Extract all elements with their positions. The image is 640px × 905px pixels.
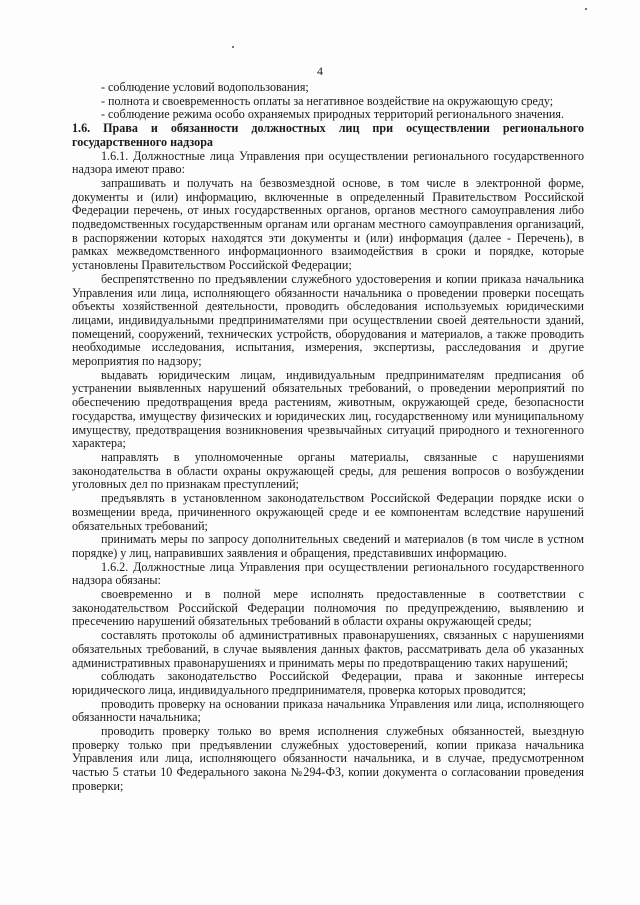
list-item: направлять в уполномоченные органы материалы, связанные с нарушениями законодательства в области охраны окружающей среды, для решения вопросов о возбуждении уголовных дел по признакам преступлений; xyxy=(72,449,584,492)
scan-speck xyxy=(585,8,587,10)
list-item: своевременно и в полной мере исполнять предоставленные в соответствии с законодательством Российской Федерации полномочия по предупреждению, выявлению и пресечению нарушений обязательных требований в области охраны окружающей среды; xyxy=(72,587,584,629)
section-1-6-2-intro: 1.6.2. Должностные лица Управления при осуществлении регионального государственного надзора обязаны: xyxy=(72,559,584,588)
list-item: запрашивать и получать на безвозмездной основе, в том числе в электронной форме, документы и (или) информацию, включенные в определенный Правительством Российской Федерации перечень, от иных государственных органов, органов местного самоуправления либо подведомственных государственным органам или органам местного самоуправления организаций, в распоряжении которых находятся эти документы и (или) информация (далее - Перечень), в рамках межведомственного информационного взаимодействия в сроки и порядке, которые установлены Правительством Российской Федерации; xyxy=(72,175,584,273)
document-body xyxy=(72,80,584,794)
list-item: - полнота и своевременность оплаты за негативное воздействие на окружающую среду; xyxy=(101,93,554,108)
scan-speck xyxy=(232,46,234,48)
list-item: проводить проверку только во время исполнения служебных обязанностей, выездную проверку только при предъявлении служебных удостоверений, копии приказа начальника Управления или лица, исполняющего обязанности начальника, и в случае, предусмотренном частью 5 статьи 10 Федерального закона №294-ФЗ, копии документа о согласовании проведения проверки; xyxy=(72,724,584,793)
list-item: соблюдать законодательство Российской Федерации, права и законные интересы юридического лица, индивидуального предпринимателя, проверка которых проводится; xyxy=(72,669,584,697)
list-item: выдавать юридическим лицам, индивидуальным предпринимателям предписания об устранении выявленных нарушений обязательных требований, о проведении мероприятий по обеспечению предотвращения вреда растениям, животным, окружающей среде, безопасности государства, имуществу физических и юридических лиц, государственному или муниципальному имуществу, предотвращения возникновения чрезвычайных ситуаций природного и техногенного характера; xyxy=(72,367,584,451)
list-item: проводить проверку на основании приказа начальника Управления или лица, исполняющего обязанности начальника; xyxy=(72,696,584,725)
page-number: 4 xyxy=(317,64,323,78)
list-item: составлять протоколы об административных правонарушениях, связанных с нарушениями обязательных требований, в случае выявления данных фактов, рассматривать дела об указанных административных правонарушениях и принимать меры по предотвращению таких нарушений; xyxy=(72,628,584,670)
list-item: беспрепятственно по предъявлении служебного удостоверения и копии приказа начальника Управления или лица, исполняющего обязанности начальника о проведении проверки посещать объекты хозяйственной деятельности, проводить обследования используемых юридическими лицами, индивидуальными предпринимателями при осуществлении своей деятельности зданий, помещений, сооружений, технических устройств, оборудования и материалов, а также проводить необходимые исследования, испытания, измерения, экспертизы, расследования и другие мероприятия по надзору; xyxy=(72,271,584,369)
list-item: - соблюдение режима особо охраняемых природных территорий регионального значения. xyxy=(101,107,564,122)
section-heading: 1.6. Права и обязанности должностных лиц при осуществлении регионального государственного надзора xyxy=(72,121,584,149)
section-1-6-1-intro: 1.6.1. Должностные лица Управления при осуществлении регионального государственного надзора имеют право: xyxy=(72,148,584,177)
list-item: - соблюдение условий водопользования; xyxy=(101,80,309,94)
list-item: предъявлять в установленном законодательством Российской Федерации порядке иски о возмещении вреда, причиненного окружающей среде и ее компонентам вследствие нарушений обязательных требований; xyxy=(72,491,584,533)
list-item: принимать меры по запросу дополнительных сведений и материалов (в том числе в устном порядке) у лиц, направивших заявления и обращения, представивших информацию. xyxy=(72,532,584,560)
intro-bullet-list xyxy=(72,81,584,122)
